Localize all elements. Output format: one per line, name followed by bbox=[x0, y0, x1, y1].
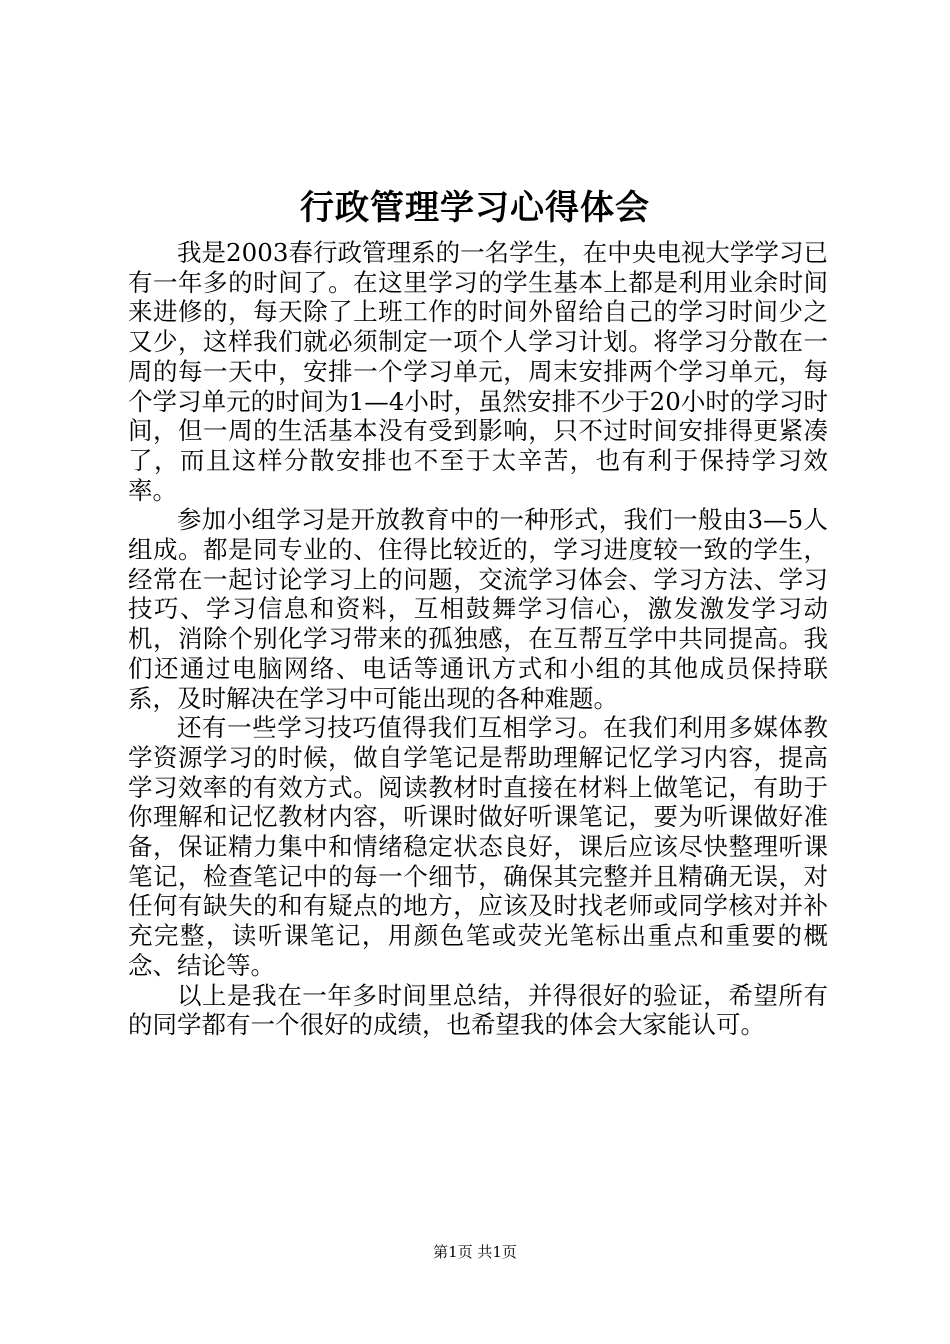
paragraph-2: 参加小组学习是开放教育中的一种形式，我们一般由3—5人组成。都是同专业的、住得比较近的，学习进度较一致的学生，经常在一起讨论学习上的问题，交流学习体会、学习方法、学习技巧、学习信息和资料，互相鼓舞学习信心，激发激发学习动机，消除个别化学习带来的孤独感，在互帮互学中共同提高。我们还通过电脑网络、电话等通讯方式和小组的其他成员保持联系，及时解决在学习中可能出现的各种难题。 bbox=[128, 505, 828, 713]
paragraph-4: 以上是我在一年多时间里总结，并得很好的验证，希望所有的同学都有一个很好的成绩，也希望我的体会大家能认可。 bbox=[128, 980, 828, 1040]
page-number-footer: 第1页 共1页 bbox=[433, 1243, 517, 1261]
paragraph-3: 还有一些学习技巧值得我们互相学习。在我们利用多媒体教学资源学习的时候，做自学笔记是帮助理解记忆学习内容，提高学习效率的有效方式。阅读教材时直接在材料上做笔记，有助于你理解和记忆教材内容，听课时做好听课笔记，要为听课做好准备，保证精力集中和情绪稳定状态良好，课后应该尽快整理听课笔记，检查笔记中的每一个细节，确保其完整并且精确无误，对任何有缺失的和有疑点的地方，应该及时找老师或同学核对并补充完整，读听课笔记，用颜色笔或荧光笔标出重点和重要的概念、结论等。 bbox=[128, 713, 828, 980]
document-body bbox=[128, 238, 828, 1040]
paragraph-1: 我是2003春行政管理系的一名学生，在中央电视大学学习已有一年多的时间了。在这里学习的学生基本上都是利用业余时间来进修的，每天除了上班工作的时间外留给自己的学习时间少之又少，这样我们就必须制定一项个人学习计划。将学习分散在一周的每一天中，安排一个学习单元，周末安排两个学习单元，每个学习单元的时间为1—4小时，虽然安排不少于20小时的学习时间，但一周的生活基本没有受到影响，只不过时间安排得更紧凑了，而且这样分散安排也不至于太辛苦，也有利于保持学习效率。 bbox=[128, 238, 828, 505]
document-title: 行政管理学习心得体会 bbox=[300, 188, 650, 228]
